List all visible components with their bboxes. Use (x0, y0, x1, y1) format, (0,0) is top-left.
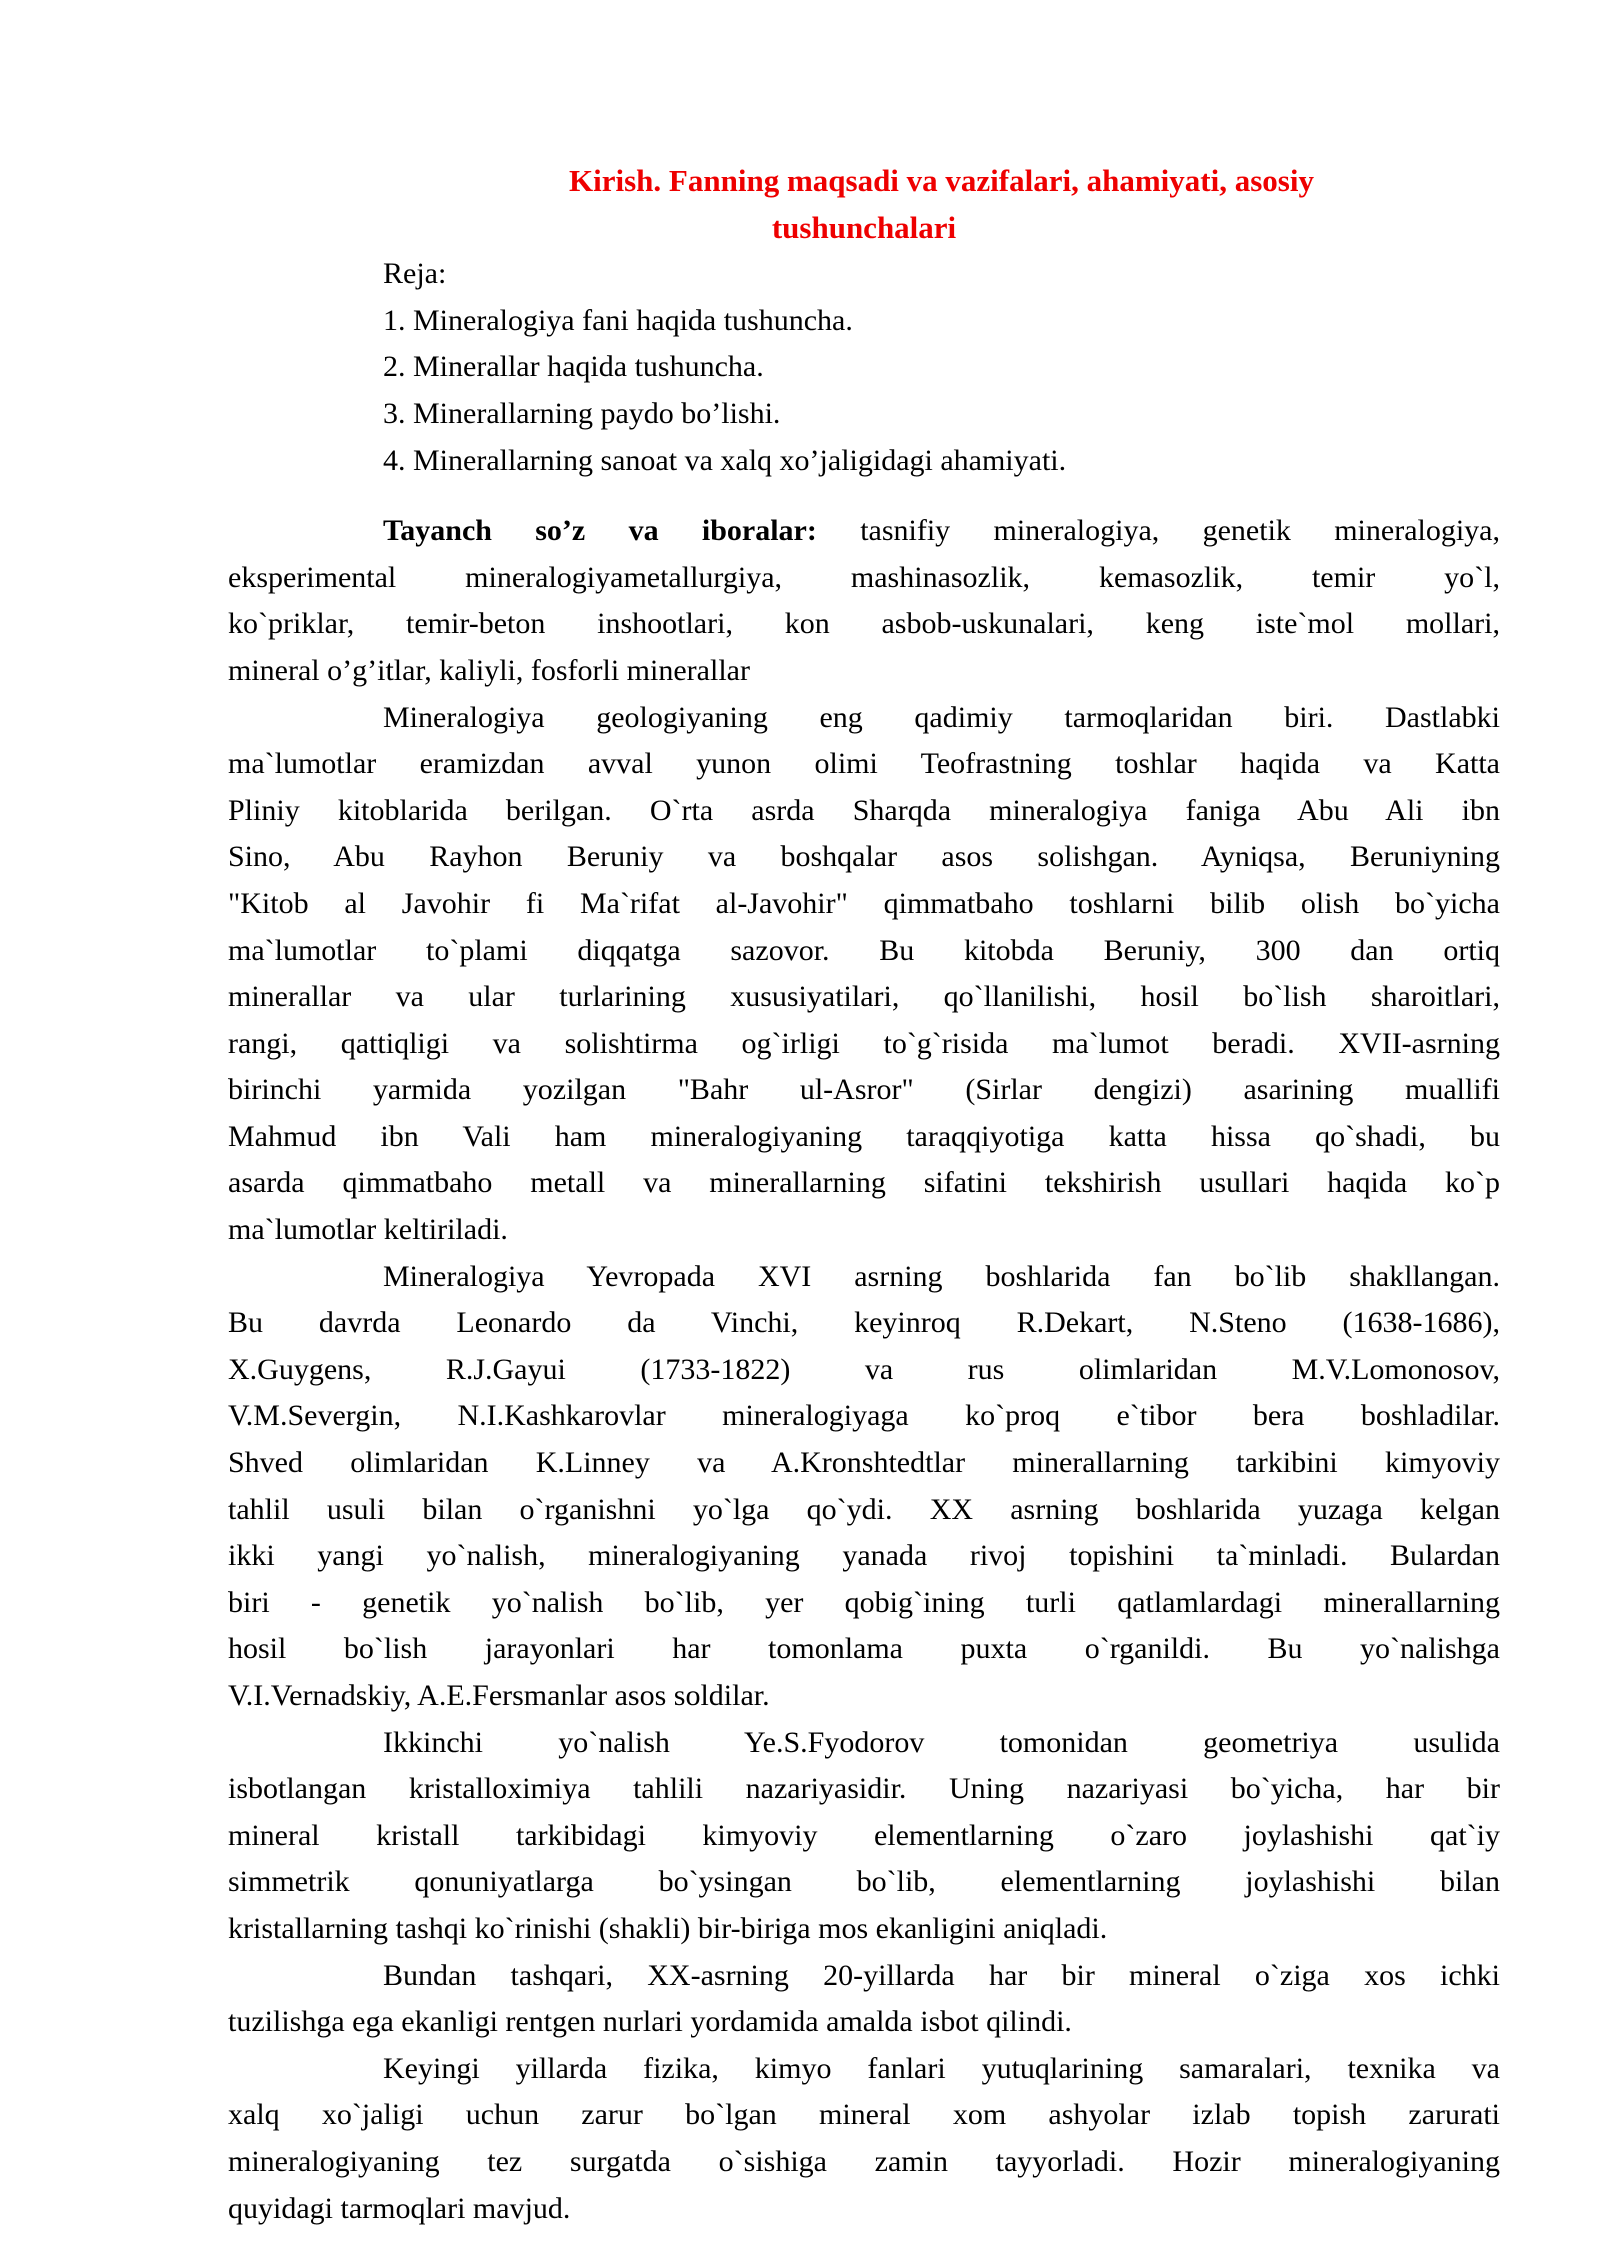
text-line: Mahmud ibn Vali ham mineralogiyaning taraqqiyotiga katta hissa qo`shadi, bu (228, 1119, 1500, 1153)
text-line: simmetrik qonuniyatlarga bo`ysingan bo`lib, elementlarning joylashishi bilan (228, 1865, 1500, 1899)
plan-item-4: 4. Minerallarning sanoat va xalq xo’jaligidagi ahamiyati. (383, 443, 1067, 477)
text-line: minerallar va ular turlarining xususiyatilari, qo`llanilishi, hosil bo`lish sharoitlari, (228, 980, 1500, 1014)
text-line: Sino, Abu Rayhon Beruniy va boshqalar asos solishgan. Ayniqsa, Beruniyning (228, 840, 1500, 874)
title-line-1: Kirish. Fanning maqsadi va vazifalari, ahamiyati, asosiy (569, 163, 1314, 198)
paragraph (228, 1953, 1500, 2046)
text-line: Bundan tashqari, XX-asrning 20-yillarda har bir mineral o`ziga xos ichki (383, 1958, 1500, 1992)
text-line: biri - genetik yo`nalish bo`lib, yer qobig`ining turli qatlamlardagi minerallarning (228, 1585, 1500, 1619)
text-line: V.I.Vernadskiy, A.E.Fersmanlar asos soldilar. (228, 1679, 770, 1712)
plan-heading: Reja: (383, 257, 447, 291)
text-line: tuzilishga ega ekanligi rentgen nurlari yordamida amalda isbot qilindi. (228, 2005, 1072, 2039)
text-line: tahlil usuli bilan o`rganishni yo`lga qo`ydi. XX asrning boshlarida yuzaga kelgan (228, 1492, 1500, 1526)
text-line: Mineralogiya Yevropada XVI asrning boshlarida fan bo`lib shakllangan. (383, 1259, 1500, 1293)
text-run: tasnifiy mineralogiya, genetik mineralogiya, (816, 514, 1500, 548)
text-line: "Kitob al Javohir fi Ma`rifat al-Javohir" qimmatbaho toshlarni bilib olish bo`yicha (228, 886, 1500, 920)
body-paragraphs (228, 508, 1500, 2232)
text-line (228, 508, 1500, 555)
paragraph (228, 1720, 1500, 1953)
text-line: xalq xo`jaligi uchun zarur bo`lgan mineral xom ashyolar izlab topish zarurati (228, 2098, 1500, 2132)
text-line: Shved olimlaridan K.Linney va A.Kronshtedtlar minerallarning tarkibini kimyoviy (228, 1446, 1500, 1480)
title-line-2: tushunchalari (771, 209, 957, 245)
text-line: X.Guygens, R.J.Gayui (1733-1822) va rus olimlaridan M.V.Lomonosov, (228, 1352, 1500, 1386)
text-line: hosil bo`lish jarayonlari har tomonlama puxta o`rganildi. Bu yo`nalishga (228, 1632, 1500, 1666)
plan-item-2: 2. Minerallar haqida tushuncha. (383, 350, 764, 384)
text-line: Mineralogiya geologiyaning eng qadimiy tarmoqlaridan biri. Dastlabki (383, 700, 1500, 734)
text-line: kristallarning tashqi ko`rinishi (shakli) bir-biriga mos ekanligini aniqladi. (228, 1911, 1108, 1945)
text-line: rangi, qattiqligi va solishtirma og`irligi to`g`risida ma`lumot beradi. XVII-asrning (228, 1026, 1500, 1060)
text-line: ma`lumotlar eramizdan avval yunon olimi Teofrastning toshlar haqida va Katta (228, 747, 1500, 781)
text-line: ma`lumotlar keltiriladi. (228, 1213, 508, 1247)
text-line: Pliniy kitoblarida berilgan. O`rta asrda Sharqda mineralogiya faniga Abu Ali ibn (228, 793, 1500, 827)
text-line: isbotlangan kristalloximiya tahlili nazariyasidir. Uning nazariyasi bo`yicha, har bir (228, 1772, 1500, 1806)
text-line: mineralogiyaning tez surgatda o`sishiga zamin tayyorladi. Hozir mineralogiyaning (228, 2144, 1500, 2178)
text-line: quyidagi tarmoqlari mavjud. (228, 2191, 571, 2225)
plan-item-3: 3. Minerallarning paydo bo’lishi. (383, 396, 781, 430)
text-line: Keyingi yillarda fizika, kimyo fanlari yutuqlarining samaralari, texnika va (383, 2051, 1500, 2085)
text-line: mineral o’g’itlar, kaliyli, fosforli minerallar (228, 653, 750, 687)
text-line: ikki yangi yo`nalish, mineralogiyaning yanada rivoj topishini ta`minladi. Bulardan (228, 1539, 1500, 1573)
paragraph (228, 1254, 1500, 1720)
document-title (228, 158, 1500, 251)
text-line: ko`priklar, temir-beton inshootlari, kon asbob-uskunalari, keng iste`mol mollari, (228, 607, 1500, 641)
keywords-label: Tayanch so’z va iboralar: (383, 514, 817, 548)
text-line: mineral kristall tarkibidagi kimyoviy elementlarning o`zaro joylashishi qat`iy (228, 1818, 1500, 1852)
plan-item-1: 1. Mineralogiya fani haqida tushuncha. (383, 303, 853, 337)
text-line: asarda qimmatbaho metall va minerallarning sifatini tekshirish usullari haqida ko`p (228, 1166, 1500, 1200)
text-line: Bu davrda Leonardo da Vinchi, keyinroq R.Dekart, N.Steno (1638-1686), (228, 1306, 1500, 1340)
text-line: birinchi yarmida yozilgan "Bahr ul-Asror" (Sirlar dengizi) asarining muallifi (228, 1073, 1500, 1107)
paragraph (228, 2046, 1500, 2232)
plan-section (228, 251, 1500, 484)
paragraph (228, 695, 1500, 1254)
paragraph (228, 508, 1500, 694)
text-line: Ikkinchi yo`nalish Ye.S.Fyodorov tomonidan geometriya usulida (383, 1725, 1500, 1759)
text-line: ma`lumotlar to`plami diqqatga sazovor. Bu kitobda Beruniy, 300 dan ortiq (228, 933, 1500, 967)
text-line: V.M.Severgin, N.I.Kashkarovlar mineralogiyaga ko`proq e`tibor bera boshladilar. (228, 1399, 1500, 1433)
text-line: eksperimental mineralogiyametallurgiya, mashinasozlik, kemasozlik, temir yo`l, (228, 560, 1500, 594)
